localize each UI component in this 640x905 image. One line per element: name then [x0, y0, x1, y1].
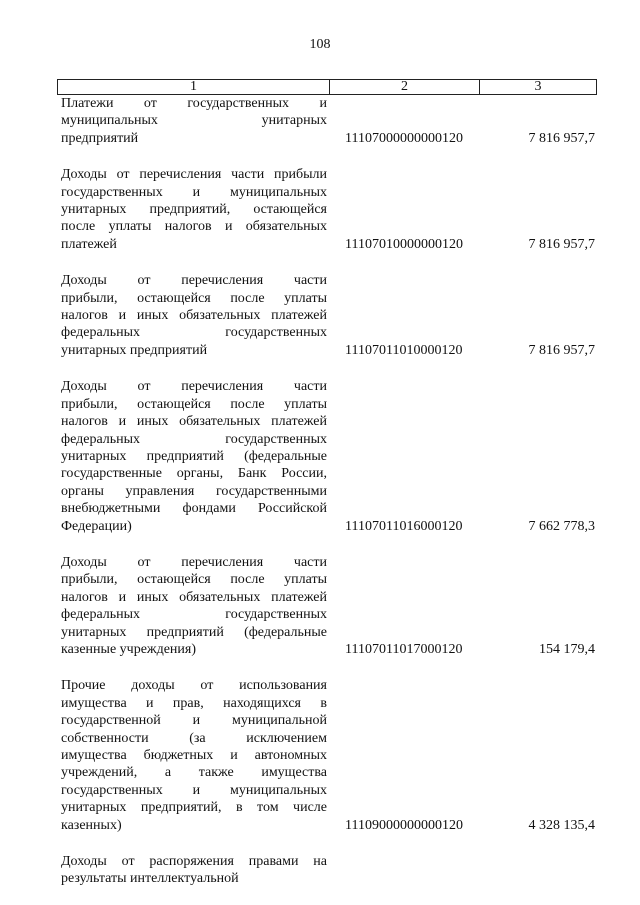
table-row	[57, 554, 597, 658]
row-name-line: Доходы от перечисления части	[61, 379, 327, 395]
row-name-line: унитарных предприятий	[61, 342, 208, 358]
row-name-line: унитарных предприятий, в том числе	[61, 800, 327, 816]
row-name-line: прибыли, остающейся после уплаты	[61, 396, 327, 412]
row-name-line: казенные учреждения)	[61, 641, 197, 657]
row-name-line: Федерации)	[61, 518, 132, 534]
row-amount: 7 816 957,7	[528, 236, 595, 252]
row-name-line: Прочие доходы от использования	[61, 678, 327, 694]
row-name-line: федеральных государственных	[61, 431, 327, 447]
table-row	[57, 166, 597, 253]
row-code: 11107010000000120	[345, 236, 463, 252]
row-name-line: платежей	[61, 236, 117, 252]
row-code: 11109000000000120	[345, 817, 463, 833]
row-name-line: казенных)	[61, 817, 122, 833]
row-amount: 154 179,4	[539, 641, 595, 657]
table-row	[57, 378, 597, 535]
row-amount: 7 816 957,7	[528, 342, 595, 358]
row-name-line: Доходы от перечисления части	[61, 554, 327, 570]
row-name-line: имущества бюджетных и автономных	[61, 748, 327, 763]
row-name-line: предприятий	[61, 130, 139, 146]
row-name-line: прибыли, остающейся после уплаты	[61, 572, 327, 588]
column-header-1: 1	[58, 80, 330, 94]
row-name-line: государственные органы, Банк России,	[61, 466, 327, 482]
row-name	[57, 677, 327, 834]
row-name-line: налогов и иных обязательных платежей	[61, 414, 327, 430]
row-name	[57, 378, 327, 535]
table-row	[57, 677, 597, 834]
row-name-line: государственной и муниципальной	[61, 713, 327, 729]
table-body	[57, 95, 597, 888]
row-name-line: Доходы от перечисления части	[61, 273, 327, 289]
row-name-line: налогов и иных обязательных платежей	[61, 589, 327, 605]
row-name-line: унитарных предприятий, остающейся	[61, 202, 327, 218]
row-name	[57, 166, 327, 253]
row-name-line: собственности (за исключением	[61, 730, 327, 746]
table-row	[57, 853, 597, 888]
row-name-line: прибыли, остающейся после уплаты	[61, 290, 327, 306]
table-row	[57, 95, 597, 147]
row-name-line: Доходы от перечисления части прибыли	[61, 167, 327, 183]
row-name-line: налогов и иных обязательных платежей	[61, 308, 327, 324]
row-name-line: органы управления государственными	[61, 483, 327, 499]
row-amount: 4 328 135,4	[528, 817, 595, 833]
row-name-line: Платежи от государственных и	[61, 96, 327, 111]
row-name-line: федеральных государственных	[61, 607, 327, 623]
row-name-line: учреждений, а также имущества	[61, 765, 327, 781]
row-name-line: федеральных государственных	[61, 325, 327, 341]
row-code: 11107000000000120	[345, 130, 463, 146]
row-name-line: после уплаты налогов и обязательных	[61, 219, 327, 235]
row-name	[57, 853, 327, 888]
row-name-line: государственных и муниципальных	[61, 782, 327, 798]
row-name-line: Доходы от распоряжения правами на	[61, 854, 327, 870]
row-name-line: муниципальных унитарных	[61, 113, 327, 129]
row-code: 11107011010000120	[345, 342, 463, 358]
table-row	[57, 272, 597, 359]
row-code: 11107011017000120	[345, 641, 463, 657]
row-name-line: внебюджетными фондами Российской	[61, 501, 327, 517]
row-name-line: результаты интеллектуальной	[61, 871, 239, 887]
row-name-line: унитарных предприятий (федеральные	[61, 624, 327, 640]
table-header-row	[57, 79, 597, 95]
column-header-3: 3	[534, 79, 542, 94]
row-code: 11107011016000120	[345, 518, 463, 534]
row-name-line: унитарных предприятий (федеральные	[61, 448, 327, 464]
column-header-2: 2	[330, 80, 480, 94]
row-amount: 7 662 778,3	[528, 518, 595, 534]
row-name	[57, 272, 327, 359]
revenue-table	[57, 79, 597, 888]
row-name	[57, 95, 327, 147]
page-number: 108	[309, 37, 331, 52]
row-amount: 7 816 957,7	[528, 130, 595, 146]
row-name-line: имущества и прав, находящихся в	[61, 695, 327, 711]
row-name-line: государственных и муниципальных	[61, 184, 327, 200]
row-name	[57, 554, 327, 658]
